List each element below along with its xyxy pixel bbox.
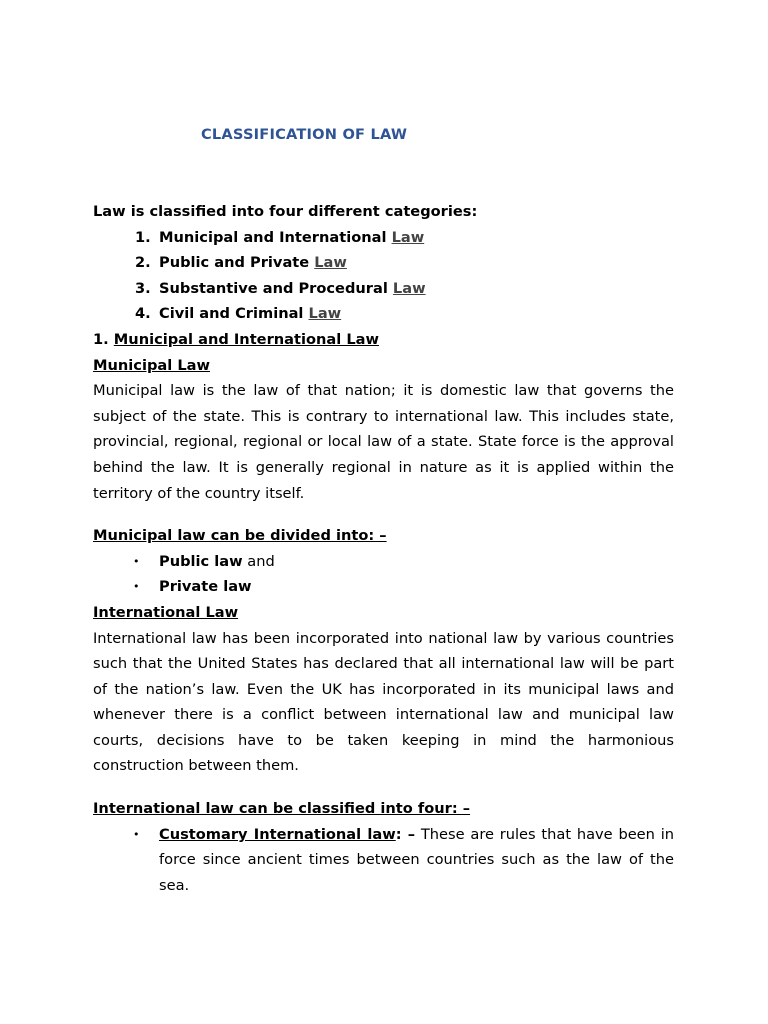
item-rest: and — [242, 552, 275, 570]
list-item — [93, 549, 674, 575]
category-item — [93, 225, 674, 251]
item-description: These are rules that have been in force since ancient times between countries such as the law of the sea. — [159, 825, 674, 894]
section-number: 1. — [93, 330, 114, 348]
international-law-paragraph: International law has been incorporated into national law by various countries such that the United States has declared that all international law will be part of the nation’s law. Even the UK has incorporated in its municipal laws and whenever there is a conflict between international law and municipal law courts, decisions have to be taken keeping in mind the harmonious construction between them. — [93, 629, 674, 775]
spacer — [93, 779, 674, 796]
municipal-law-heading: Municipal Law — [93, 356, 210, 374]
international-classification-list — [93, 822, 674, 899]
category-number: 2. — [135, 254, 151, 272]
document-title: CLASSIFICATION OF LAW — [201, 126, 408, 143]
category-number: 4. — [135, 305, 151, 323]
item-term: Customary International law — [159, 825, 396, 843]
category-item — [93, 301, 674, 327]
category-number: 3. — [135, 279, 151, 297]
law-link[interactable]: Law — [308, 305, 342, 323]
category-text: Public and Private — [159, 254, 315, 272]
category-text: Civil and Criminal — [159, 305, 309, 323]
bullet-icon: • — [133, 827, 140, 841]
law-link[interactable]: Law — [392, 279, 426, 297]
category-text: Substantive and Procedural — [159, 279, 393, 297]
item-separator: : – — [395, 825, 416, 843]
law-link[interactable]: Law — [314, 254, 347, 272]
international-law-heading: International Law — [93, 603, 239, 621]
category-text: Municipal and International — [159, 228, 392, 246]
law-link[interactable]: Law — [391, 228, 425, 246]
category-item — [93, 276, 674, 302]
item-term: Public law — [159, 552, 243, 570]
category-number: 1. — [135, 228, 151, 246]
bullet-icon: • — [133, 580, 140, 594]
categories-list — [93, 225, 674, 327]
item-term: Private law — [159, 578, 252, 596]
municipal-division-list — [93, 549, 674, 600]
category-item — [93, 250, 674, 276]
bullet-icon: • — [133, 554, 140, 568]
international-classification-heading: International law can be classified into four: – — [93, 800, 471, 818]
document-body — [93, 199, 674, 898]
spacer — [93, 506, 674, 523]
section-title: Municipal and International Law — [113, 330, 379, 348]
municipal-law-paragraph: Municipal law is the law of that nation; it is domestic law that governs the subject of the state. This is contrary to international law. This includes state, provincial, regional, regional or local law of a state. State force is the approval behind the law. It is generally regional in nature as it is applied within the territory of the country itself. — [93, 382, 674, 502]
list-item — [93, 574, 674, 600]
section-heading — [93, 327, 674, 353]
list-item — [93, 822, 674, 899]
municipal-division-heading: Municipal law can be divided into: – — [93, 527, 387, 545]
intro-text: Law is classified into four different categories: — [93, 203, 478, 220]
